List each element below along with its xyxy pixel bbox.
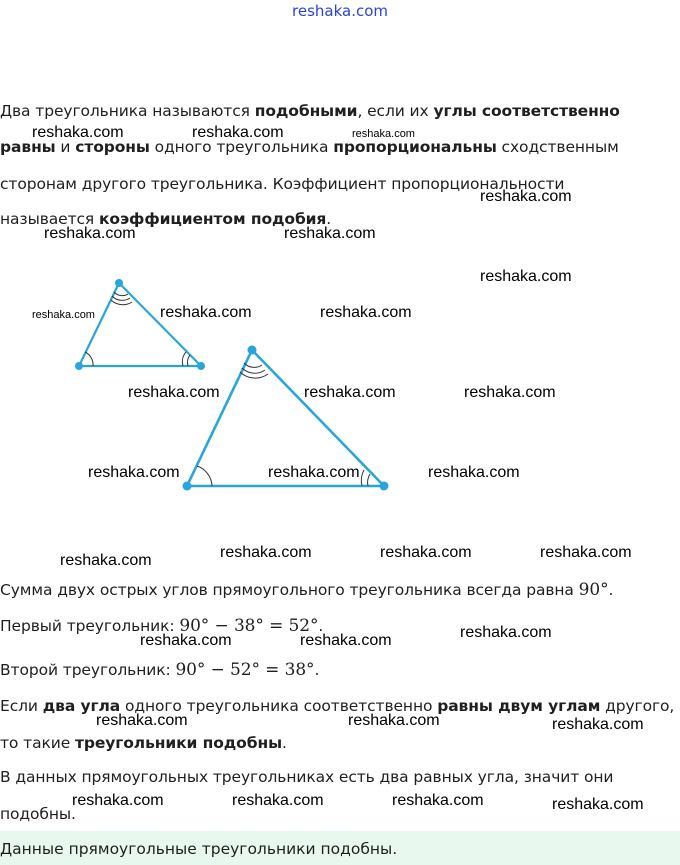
watermark: reshaka.com <box>32 124 124 141</box>
watermark: reshaka.com <box>352 128 415 140</box>
solution-line-2: Первый треугольник: 90° − 38° = 52°. <box>0 616 324 636</box>
watermark: reshaka.com <box>320 304 412 321</box>
definition-line-1: Два треугольника называются подобными, если их углы соответственно <box>0 102 620 120</box>
solution-line-7: подобны. <box>0 805 76 823</box>
watermark: reshaka.com <box>128 384 220 401</box>
watermark: reshaka.com <box>552 796 644 813</box>
watermark: reshaka.com <box>304 384 396 401</box>
watermark: reshaka.com <box>160 304 252 321</box>
watermark: reshaka.com <box>552 716 644 733</box>
watermark: reshaka.com <box>284 225 376 242</box>
solution-line-3: Второй треугольник: 90° − 52° = 38°. <box>0 660 320 680</box>
watermark: reshaka.com <box>464 384 556 401</box>
solution-line-4: Если два угла одного треугольника соответственно равны двум углам другого, <box>0 697 675 715</box>
watermark: reshaka.com <box>192 124 284 141</box>
definition-line-2: равны и стороны одного треугольника пропорциональны сходственным <box>0 138 619 156</box>
small-triangle <box>79 283 201 366</box>
site-header-link[interactable]: reshaka.com <box>292 2 388 20</box>
solution-line-1: Сумма двух острых углов прямоугольного треугольника всегда равна 90°. <box>0 580 614 600</box>
solution-line-5: то такие треугольники подобны. <box>0 734 287 752</box>
watermark: reshaka.com <box>44 225 136 242</box>
watermark: reshaka.com <box>96 712 188 729</box>
watermark: reshaka.com <box>32 309 95 321</box>
answer-text: Данные прямоугольные треугольники подобны. <box>0 840 398 858</box>
watermark: reshaka.com <box>88 464 180 481</box>
watermark: reshaka.com <box>480 188 572 205</box>
watermark: reshaka.com <box>348 712 440 729</box>
definition-line-4: называется коэффициентом подобия. <box>0 210 332 228</box>
definition-line-3: сторонам другого треугольника. Коэффициент пропорциональности <box>0 175 565 193</box>
watermark: reshaka.com <box>428 464 520 481</box>
solution-line-6: В данных прямоугольных треугольниках есть два равных угла, значит они <box>0 768 614 786</box>
watermark: reshaka.com <box>300 632 392 649</box>
watermark: reshaka.com <box>392 792 484 809</box>
watermark: reshaka.com <box>268 464 360 481</box>
watermark: reshaka.com <box>460 624 552 641</box>
watermark: reshaka.com <box>140 632 232 649</box>
watermark: reshaka.com <box>480 268 572 285</box>
watermark: reshaka.com <box>232 792 324 809</box>
small-triangle-vertices <box>75 279 205 370</box>
watermark: reshaka.com <box>540 544 632 561</box>
watermark: reshaka.com <box>72 792 164 809</box>
watermark: reshaka.com <box>60 552 152 569</box>
answer-box <box>0 831 680 865</box>
watermark: reshaka.com <box>220 544 312 561</box>
watermark: reshaka.com <box>380 544 472 561</box>
